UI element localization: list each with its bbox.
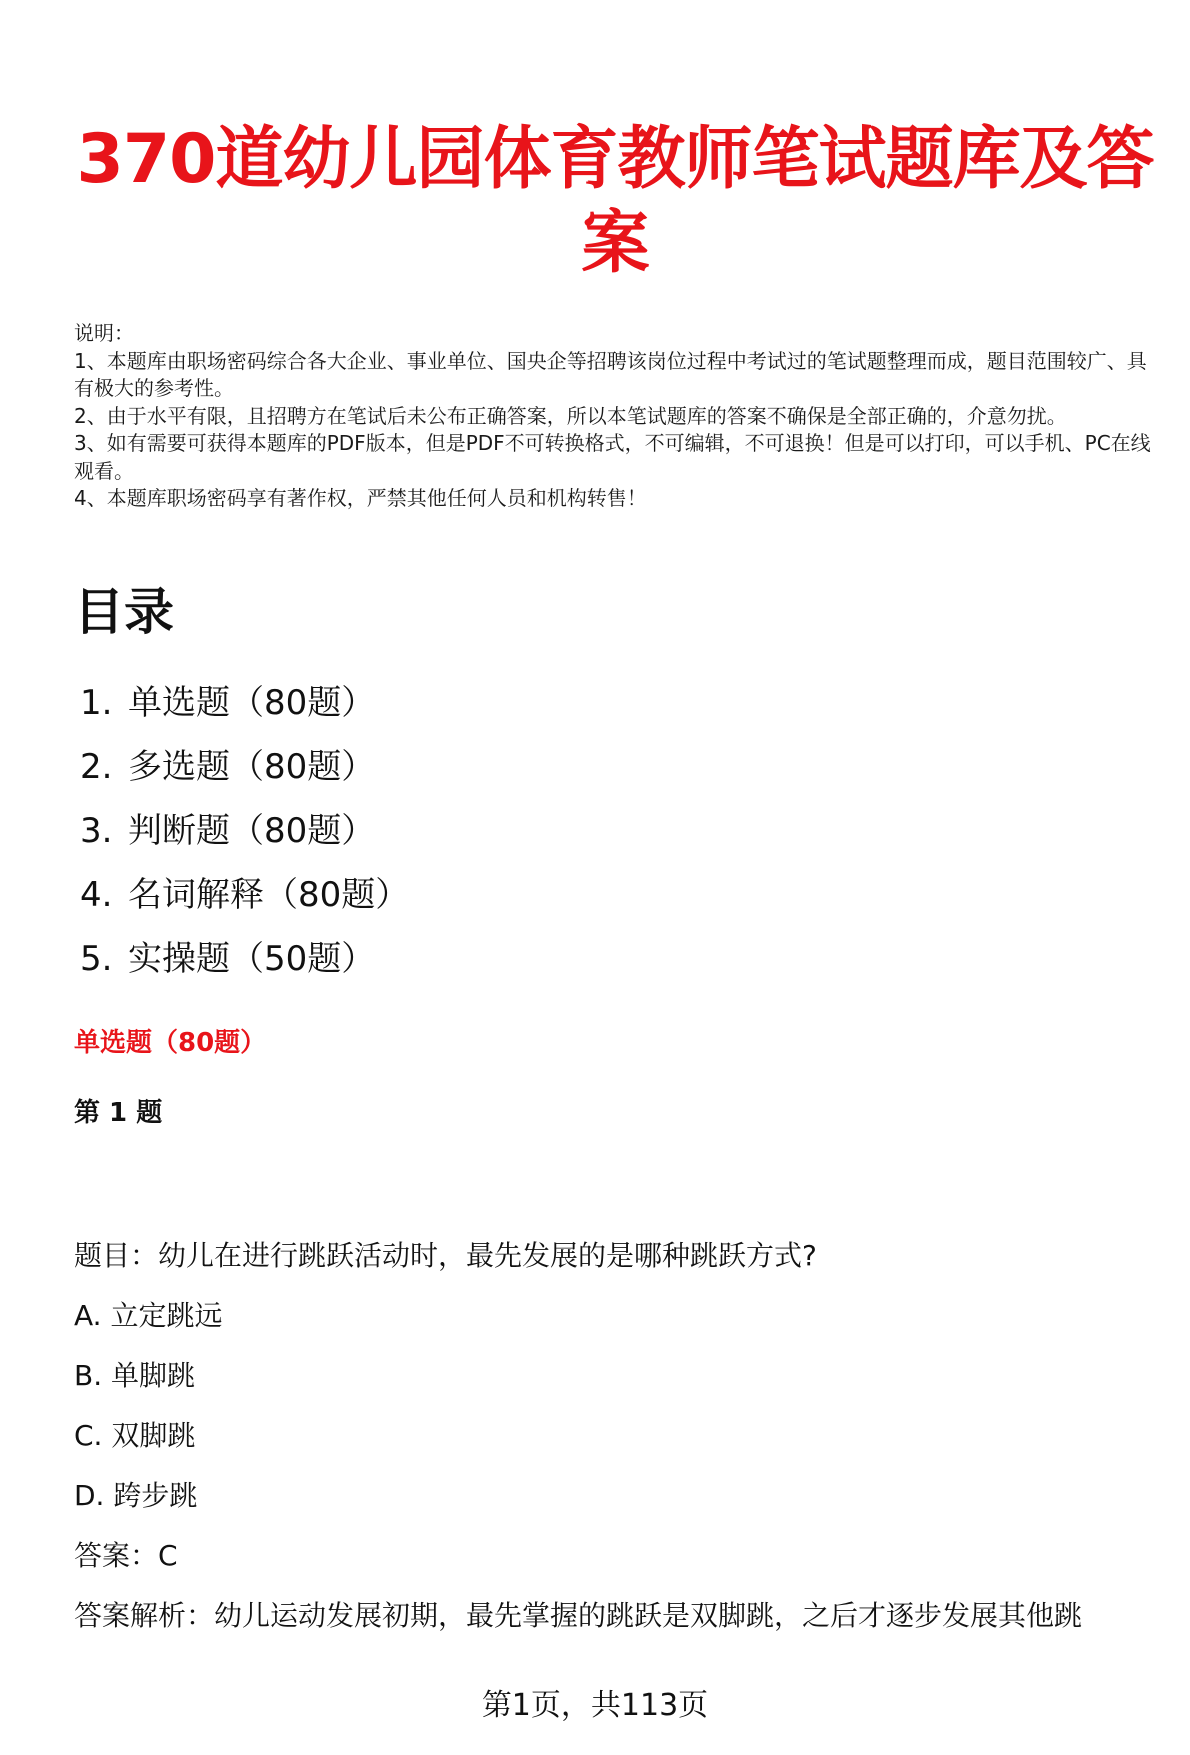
answer: 答案：C	[74, 1539, 178, 1572]
toc-item-label: 判断题（80题）	[128, 811, 376, 851]
section-title: 单选题（80题）	[74, 1028, 267, 1058]
question-body	[74, 1238, 1164, 1658]
note-item: 2、由于水平有限，且招聘方在笔试后未公布正确答案，所以本笔试题库的答案不确保是全部正确的，介意勿扰。	[74, 403, 1067, 428]
toc-item-label: 名词解释（80题）	[128, 875, 410, 915]
option-d: D. 跨步跳	[74, 1479, 198, 1512]
toc-list	[80, 682, 409, 1002]
note-item: 3、如有需要可获得本题库的PDF版本，但是PDF不可转换格式，不可编辑，不可退换！但是可以打印，可以手机、PC在线观看。	[74, 431, 1151, 483]
toc-item-multiple-choice[interactable]	[80, 746, 409, 810]
notes-block	[74, 320, 1154, 513]
toc-item-true-false[interactable]	[80, 810, 409, 874]
option-b: B. 单脚跳	[74, 1359, 196, 1392]
question-stem: 题目：幼儿在进行跳跃活动时，最先发展的是哪种跳跃方式?	[74, 1239, 817, 1272]
toc-item-term-definition[interactable]	[80, 874, 409, 938]
page-footer: 第1页，共113页	[481, 1688, 709, 1723]
toc-item-label: 单选题（80题）	[128, 683, 376, 723]
toc-item-number: 3.	[80, 811, 113, 851]
toc-item-number: 5.	[80, 939, 113, 979]
toc-heading: 目录	[74, 583, 174, 641]
note-item: 1、本题库由职场密码综合各大企业、事业单位、国央企等招聘该岗位过程中考试过的笔试题整理而成，题目范围较广、具有极大的参考性。	[74, 348, 1147, 400]
option-a: A. 立定跳远	[74, 1299, 223, 1332]
toc-item-single-choice[interactable]	[80, 682, 409, 746]
toc-item-number: 4.	[80, 875, 113, 915]
note-item: 4、本题库职场密码享有著作权，严禁其他任何人员和机构转售！	[74, 486, 647, 510]
document-title: 370道幼儿园体育教师笔试题库及答案	[76, 120, 1154, 283]
option-c: C. 双脚跳	[74, 1419, 196, 1452]
toc-item-number: 2.	[80, 747, 113, 787]
toc-item-practical[interactable]	[80, 938, 409, 1002]
notes-heading: 说明：	[74, 321, 134, 345]
answer-explanation: 答案解析：幼儿运动发展初期，最先掌握的跳跃是双脚跳，之后才逐步发展其他跳	[74, 1599, 1083, 1632]
toc-item-label: 实操题（50题）	[128, 939, 376, 979]
toc-item-label: 多选题（80题）	[128, 747, 376, 787]
toc-item-number: 1.	[80, 683, 113, 723]
question-number: 第 1 题	[74, 1098, 163, 1128]
